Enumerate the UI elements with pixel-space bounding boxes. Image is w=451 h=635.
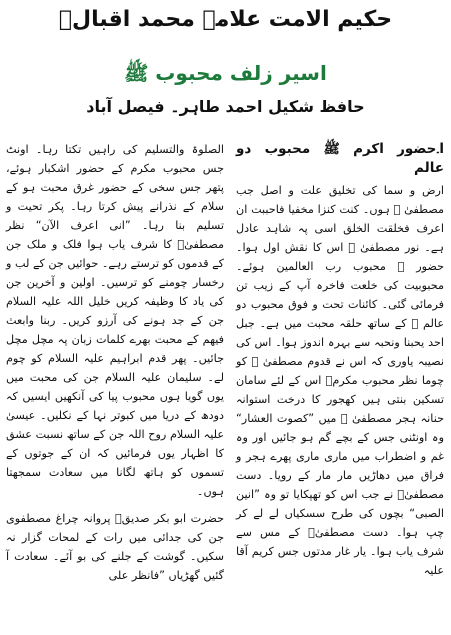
section-heading: ا۔حضور اکرم ﷺ محبوب دو عالم bbox=[236, 141, 444, 176]
text-column-right bbox=[236, 140, 444, 580]
text-column-left bbox=[6, 140, 224, 585]
article-title: حکیم الامت علامہ محمد اقبالؒ bbox=[58, 7, 393, 32]
paragraph: الصلوۃ والتسلیم کی راہیں تکتا رہا۔ اونٹ جس محبوب مکرم کے حضور اشکبار ہوئے، پتھر جس سخی کے حضور غرق محبت ہو کے سلام کے نذرانے پیش کرتا رہا۔ پکر تحیت و تسلیم بنا رہا۔ ”انی اعرف الآن“ نظر مصطفیٰؐ کا شرف یاب ہوا فلک و ملک جن کے قدموں کو ترستے رہے۔ حوائیں جن کے لب و رخسار چومنے کو ترسیں۔ اولین و آخرین جن کی یاد کا وظیفہ کریں خلیل اللہ علیہ السلام جن کے جد ہونے کی آرزو کریں۔ ربنا وابعث فیھم کے محبت بھرے کلمات زبان پہ مچل مچل جائیں۔ پھر قدم ابراہیم علیہ السلام کو چوم لے۔ سلیمان علیہ السلام جن کی محبت میں یوں گویا ہوں محبوب پیا کی آنکھیں ایسیں کہ دودھ کے دریا میں کبوتر نہا کے نکلیں۔ عیسیٰ علیہ السلام روح اللہ جن کے ساتھ نسبت عشق کا اظہار یوں فرمائیں کہ ان کے جوتوں کے تسموں کو ہاتھ لگانا میں سعادت سمجھتا ہوں۔ bbox=[6, 143, 224, 498]
paragraph: حضرت ابو بکر صدیقؓ پروانہ چراغ مصطفوی جن کی جدائی میں رات کے لمحات گزار نہ سکیں۔ گوشت کے جلنے کی بو آئے۔ سعادت آ گئیں گھڑیاں ”فانظر علی bbox=[6, 512, 224, 582]
article-subtitle: اسیر زلف محبوب ﷺ bbox=[124, 61, 327, 85]
author-line: حافظ شکیل احمد طاہر۔ فیصل آباد bbox=[86, 97, 365, 116]
paragraph: ارض و سما کی تخلیق علت و اصل جب مصطفیٰ ﷺ ہوں۔ کنت کنزا مخفیا فاحببت ان اعرف فخلقت الخلق اسی پہ شاہد عادل ہے۔ نور مصطفیٰ ﷺ اس کا نقش اول ہوا۔ حضور ﷺ محبوب رب العالمین ہوئے۔ محبوبیت کی خلعت فاخرہ آپ کے زیب تن فرمائی گئی۔ کائنات تحت و فوق محبوب دو عالم ﷺ کے ساتھ حلقہ محبت میں ہے۔ جبل احد یحبنا ونحبہ سے بہرہ اندوز ہوا۔ اس کی نصیبہ یاوری کہ اس نے قدوم مصطفیٰ ﷺ کو چوما نظر محبوب مکرمؐ اس کے لئے سامان تسکین بنتی ہیں کھجور کا درخت استوانہ حنانہ ہجر مصطفیٰ ﷺ میں ”کصوت العشار“ وہ اونٹنی جس کے بچے گم ہو جائیں اور وہ غم و اضطراب میں ماری ماری پھرے ہجر و فراق میں دھاڑیں مار مار کے رویا۔ دست مصطفیٰؐ نے جب اس کو تھپکایا تو وہ ”انین الصبی“ بچوں کی طرح سسکیاں لے لے کر چپ ہوا۔ دست مصطفیٰؐ کے مس سے شرف یاب ہوا۔ یار غار مدتوں جس کریم آقا علیہ bbox=[236, 184, 444, 577]
